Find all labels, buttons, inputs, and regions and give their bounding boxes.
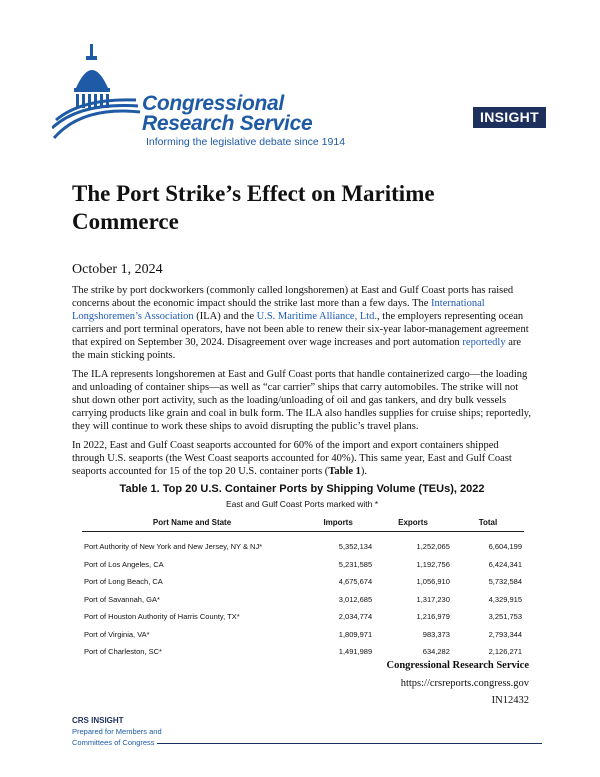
footer-id: IN12432 <box>491 695 529 706</box>
cell-exports: 1,216,979 <box>416 612 450 622</box>
cell-port: Port of Houston Authority of Harris County, TX* <box>84 612 240 622</box>
cell-imports: 4,675,674 <box>338 577 373 587</box>
cell-total: 3,251,753 <box>488 612 522 622</box>
table-row <box>82 608 524 626</box>
cell-port: Port of Charleston, SC* <box>84 647 162 657</box>
cell-total: 5,732,584 <box>488 577 522 587</box>
cell-port: Port of Savannah, GA* <box>84 594 160 604</box>
paragraph-1-text-b: (ILA) and the <box>193 311 257 322</box>
table-row <box>82 643 524 661</box>
cell-imports: 5,231,585 <box>338 559 373 569</box>
cell-imports: 5,352,134 <box>338 542 373 552</box>
header-exports: Exports <box>374 515 452 532</box>
cell-port: Port of Los Angeles, CA <box>84 559 164 569</box>
cell-total: 4,329,915 <box>488 594 522 604</box>
cell-total: 2,793,344 <box>488 629 522 639</box>
footer-divider <box>157 743 542 744</box>
paragraph-1-text-a: The strike by port dockworkers (commonly called longshoremen) at East and Gulf Coast ports has raised concerns about the economic impact should the strike last more than a few days. The <box>72 285 514 309</box>
table-row <box>82 556 524 574</box>
cell-total: 6,424,341 <box>488 559 522 569</box>
table-1-reference: Table 1 <box>328 466 361 477</box>
header-imports: Imports <box>302 515 374 532</box>
table-row <box>82 573 524 591</box>
table-header-row <box>82 515 524 532</box>
cell-imports: 1,809,971 <box>338 629 373 639</box>
cell-exports: 634,282 <box>422 647 450 657</box>
cell-imports: 2,034,774 <box>338 612 373 622</box>
cell-total: 2,126,271 <box>488 647 522 657</box>
paragraph-1 <box>72 284 532 362</box>
footer-url: https://crsreports.congress.gov <box>400 678 529 689</box>
cell-exports: 1,056,910 <box>416 577 450 587</box>
table-row <box>82 626 524 644</box>
cell-port: Port of Long Beach, CA <box>84 577 163 587</box>
cell-exports: 1,192,756 <box>416 559 450 569</box>
container-ports-table <box>82 515 524 661</box>
table-subcaption: East and Gulf Coast Ports marked with * <box>225 499 379 509</box>
capitol-dome-icon <box>52 42 144 152</box>
cell-exports: 1,317,230 <box>416 594 450 604</box>
footer-org: Congressional Research Service <box>386 660 529 671</box>
paragraph-3 <box>72 439 532 478</box>
insight-badge: INSIGHT <box>473 107 546 128</box>
cell-total: 6,604,199 <box>488 542 522 552</box>
cell-imports: 1,491,989 <box>338 647 373 657</box>
logo-research-service: Research Service <box>142 112 313 135</box>
prepared-for-line1: Prepared for Members and <box>72 727 162 736</box>
header-port-name: Port Name and State <box>82 515 302 532</box>
publication-date: October 1, 2024 <box>72 262 163 277</box>
paragraph-2: The ILA represents longshoremen at East and Gulf Coast ports that handle containerized cargo—the loading and unloading of container ships—as well as “car carrier” ships that carry automobiles. The strike will not shut down other port activity, such as the loading/unloading of oil and gas tankers, and dry bulk vessels carrying products like grain and coal in bulk form. The ILA also handles supplies for cruise ships; reportedly, they will continue to work these ships to avoid disrupting the public’s travel plans. <box>72 369 531 432</box>
logo-congressional: Congressional <box>142 92 284 115</box>
article-body <box>72 284 532 484</box>
cell-exports: 1,252,065 <box>416 542 450 552</box>
cell-exports: 983,373 <box>422 629 450 639</box>
header-total: Total <box>452 515 524 532</box>
ila-link[interactable]: International Longshoremen’s Association <box>72 298 485 322</box>
paragraph-1-text-c: , the employers representing ocean carriers and port terminal operators, have not been able to renew their six-year labor-management agreement that expired on September 30, 2024. Disagreement over wage increases and port automation <box>72 311 529 348</box>
logo-tagline: Informing the legislative debate since 1914 <box>146 136 346 148</box>
cell-imports: 3,012,685 <box>338 594 373 604</box>
prepared-for-line2: Committees of Congress <box>72 738 155 747</box>
paragraph-3-text-a: In 2022, East and Gulf Coast seaports accounted for 60% of the import and export containers shipped through U.S. seaports (the West Coast seaports accounted for 40%). This same year, East and Gulf Coast seaports accounted for 15 of the top 20 U.S. container ports ( <box>72 440 512 477</box>
paragraph-1-text-d: are the main sticking points. <box>72 337 522 361</box>
page-title: The Port Strike’s Effect on Maritime Commerce <box>72 181 435 234</box>
table-row <box>82 532 524 556</box>
reportedly-link[interactable]: reportedly <box>462 337 506 348</box>
cell-port: Port Authority of New York and New Jersey, NY & NJ* <box>84 542 263 552</box>
table-caption: Table 1. Top 20 U.S. Container Ports by Shipping Volume (TEUs), 2022 <box>119 483 485 495</box>
crs-logo <box>52 42 352 152</box>
paragraph-3-text-b: ). <box>360 466 368 477</box>
usmx-link[interactable]: U.S. Maritime Alliance, Ltd. <box>256 311 378 322</box>
table-row <box>82 591 524 609</box>
crs-insight-label: CRS INSIGHT <box>72 716 124 725</box>
cell-port: Port of Virginia, VA* <box>84 629 150 639</box>
